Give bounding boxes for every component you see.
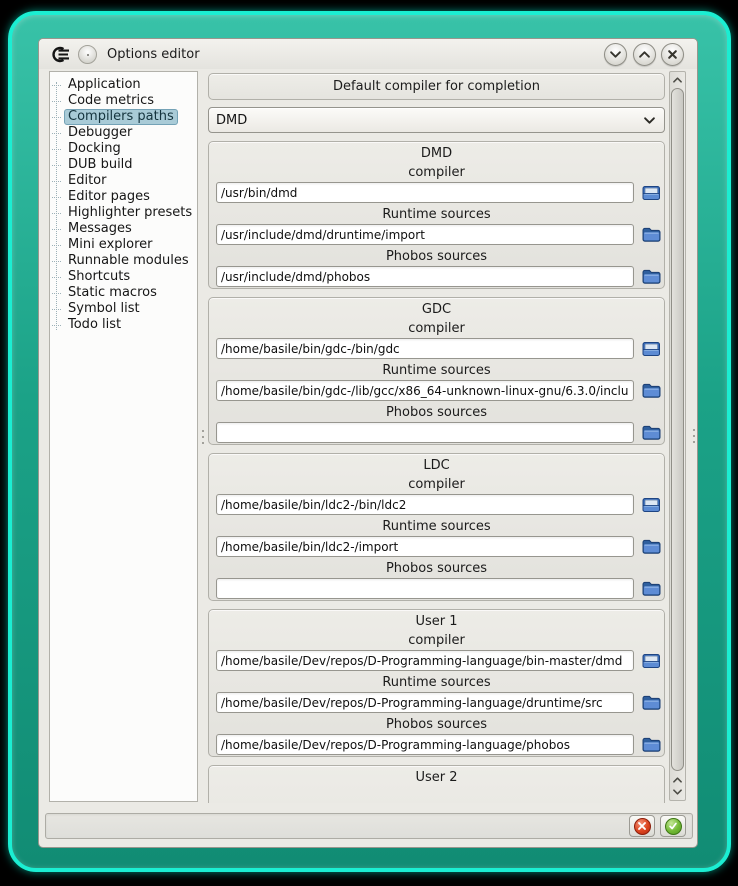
chevron-down-icon (644, 117, 655, 124)
field-label: Phobos sources (385, 405, 488, 420)
browse-folder-button[interactable] (641, 423, 661, 442)
close-icon (667, 49, 678, 60)
chevron-down-icon (610, 49, 621, 60)
titlebar (39, 39, 697, 69)
tree-dash-icon (52, 261, 61, 262)
sidebar-item-dub-build[interactable]: DUB build (50, 157, 197, 173)
scroll-down-button[interactable] (670, 786, 685, 798)
default-compiler-value: DMD (216, 112, 248, 128)
tree-dash-icon (52, 213, 61, 214)
browse-file-button[interactable] (641, 339, 661, 358)
scroll-up-button[interactable] (670, 774, 685, 786)
dmd-compiler-input[interactable] (216, 182, 634, 203)
group-ldc (208, 453, 665, 601)
group-user1 (208, 609, 665, 757)
right-edge-grip[interactable] (690, 69, 698, 803)
folder-icon (642, 382, 661, 399)
sidebar-item-code-metrics[interactable]: Code metrics (50, 93, 197, 109)
open-file-icon (642, 184, 661, 201)
field-label: compiler (408, 477, 465, 492)
browse-folder-button[interactable] (641, 267, 661, 286)
vertical-scrollbar[interactable] (669, 71, 686, 801)
browse-folder-button[interactable] (641, 225, 661, 244)
default-compiler-select[interactable] (208, 107, 665, 133)
window-menu-button[interactable] (78, 45, 97, 64)
folder-icon (642, 538, 661, 555)
dmd-phobos-input[interactable] (216, 266, 634, 287)
field-label: Phobos sources (385, 249, 488, 264)
field-label: Phobos sources (385, 717, 488, 732)
app-logo-icon (49, 46, 71, 63)
sidebar-item-runnable-modules[interactable]: Runnable modules (50, 253, 197, 269)
field-label: Phobos sources (385, 561, 488, 576)
settings-viewport (206, 69, 667, 803)
user1-phobos-input[interactable] (216, 734, 634, 755)
field-row (216, 734, 661, 755)
group-title: User 2 (415, 770, 458, 785)
open-file-icon (642, 652, 661, 669)
close-button[interactable] (661, 43, 684, 66)
browse-file-button[interactable] (641, 495, 661, 514)
sidebar-item-docking[interactable]: Docking (50, 141, 197, 157)
open-file-icon (642, 496, 661, 513)
gdc-runtime-input[interactable] (216, 380, 634, 401)
field-row (216, 224, 661, 245)
chevron-up-icon (673, 777, 682, 783)
settings-scroll-area (206, 69, 690, 803)
statusbar (45, 813, 693, 839)
cancel-button[interactable] (629, 815, 655, 837)
tree-dash-icon (52, 229, 61, 230)
folder-icon (642, 424, 661, 441)
accept-button[interactable] (660, 815, 686, 837)
cancel-icon (634, 818, 651, 835)
sidebar-item-editor[interactable]: Editor (50, 173, 197, 189)
tree-dash-icon (52, 85, 61, 86)
browse-file-button[interactable] (641, 183, 661, 202)
scroll-up-button[interactable] (670, 74, 685, 86)
chevron-down-icon (673, 789, 682, 795)
sidebar-item-debugger[interactable]: Debugger (50, 125, 197, 141)
sidebar-item-highlighter-presets[interactable]: Highlighter presets (50, 205, 197, 221)
default-compiler-group-title: Default compiler for completion (333, 79, 540, 94)
browse-folder-button[interactable] (641, 579, 661, 598)
tree-dash-icon (52, 101, 61, 102)
browse-file-button[interactable] (641, 651, 661, 670)
sidebar-item-mini-explorer[interactable]: Mini explorer (50, 237, 197, 253)
browse-folder-button[interactable] (641, 537, 661, 556)
field-label: compiler (408, 165, 465, 180)
folder-icon (642, 226, 661, 243)
field-label: compiler (408, 633, 465, 648)
field-label: Runtime sources (382, 207, 491, 222)
field-row (216, 182, 661, 203)
category-list (49, 71, 198, 802)
group-gdc (208, 297, 665, 445)
field-label: Runtime sources (382, 519, 491, 534)
folder-icon (642, 268, 661, 285)
browse-folder-button[interactable] (641, 693, 661, 712)
folder-icon (642, 736, 661, 753)
sidebar-item-static-macros[interactable]: Static macros (50, 285, 197, 301)
user1-runtime-input[interactable] (216, 692, 634, 713)
group-user2 (208, 765, 665, 803)
group-title: GDC (421, 302, 452, 317)
field-label: Runtime sources (382, 675, 491, 690)
tree-dash-icon (52, 325, 61, 326)
sidebar-item-compilers-paths[interactable] (50, 109, 197, 125)
sidebar-item-todo-list[interactable]: Todo list (50, 317, 197, 333)
group-title: DMD (420, 146, 453, 161)
field-row (216, 338, 661, 359)
default-compiler-group (208, 73, 665, 100)
tree-dash-icon (52, 245, 61, 246)
field-label: Runtime sources (382, 363, 491, 378)
sidebar-item-application[interactable]: Application (50, 77, 197, 93)
window-title: Options editor (107, 46, 200, 62)
ldc-runtime-input[interactable] (216, 536, 634, 557)
tree-dash-icon (52, 133, 61, 134)
field-row (216, 494, 661, 515)
field-row (216, 266, 661, 287)
user1-compiler-input[interactable] (216, 650, 634, 671)
ldc-phobos-input[interactable] (216, 578, 634, 599)
field-row (216, 380, 661, 401)
tree-dash-icon (52, 149, 61, 150)
open-file-icon (642, 340, 661, 357)
folder-icon (642, 580, 661, 597)
minimize-button[interactable] (604, 43, 627, 66)
group-title: User 1 (415, 614, 458, 629)
tree-dash-icon (52, 165, 61, 166)
browse-folder-button[interactable] (641, 735, 661, 754)
tree-dash-icon (52, 277, 61, 278)
field-row (216, 536, 661, 557)
field-row (216, 422, 661, 443)
sidebar-item-shortcuts[interactable]: Shortcuts (50, 269, 197, 285)
accept-icon (665, 818, 682, 835)
gdc-phobos-input[interactable] (216, 422, 634, 443)
sidebar-item-messages[interactable]: Messages (50, 221, 197, 237)
ldc-compiler-input[interactable] (216, 494, 634, 515)
tree-dash-icon (52, 197, 61, 198)
tree-dash-icon (52, 181, 61, 182)
field-label: compiler (408, 321, 465, 336)
selected-item: Compilers paths (64, 109, 178, 125)
sidebar-item-editor-pages[interactable]: Editor pages (50, 189, 197, 205)
tree-dash-icon (52, 117, 61, 118)
folder-icon (642, 694, 661, 711)
options-editor-window (38, 38, 698, 848)
chevron-up-icon (673, 77, 682, 83)
dmd-runtime-input[interactable] (216, 224, 634, 245)
field-row (216, 650, 661, 671)
chevron-up-icon (639, 49, 650, 60)
scrollbar-thumb[interactable] (671, 88, 684, 771)
gdc-compiler-input[interactable] (216, 338, 634, 359)
group-dmd (208, 141, 665, 289)
tree-dash-icon (52, 293, 61, 294)
field-row (216, 578, 661, 599)
group-title: LDC (423, 458, 450, 473)
sidebar-item-symbol-list[interactable]: Symbol list (50, 301, 197, 317)
maximize-button[interactable] (633, 43, 656, 66)
browse-folder-button[interactable] (641, 381, 661, 400)
field-row (216, 692, 661, 713)
tree-dash-icon (52, 309, 61, 310)
